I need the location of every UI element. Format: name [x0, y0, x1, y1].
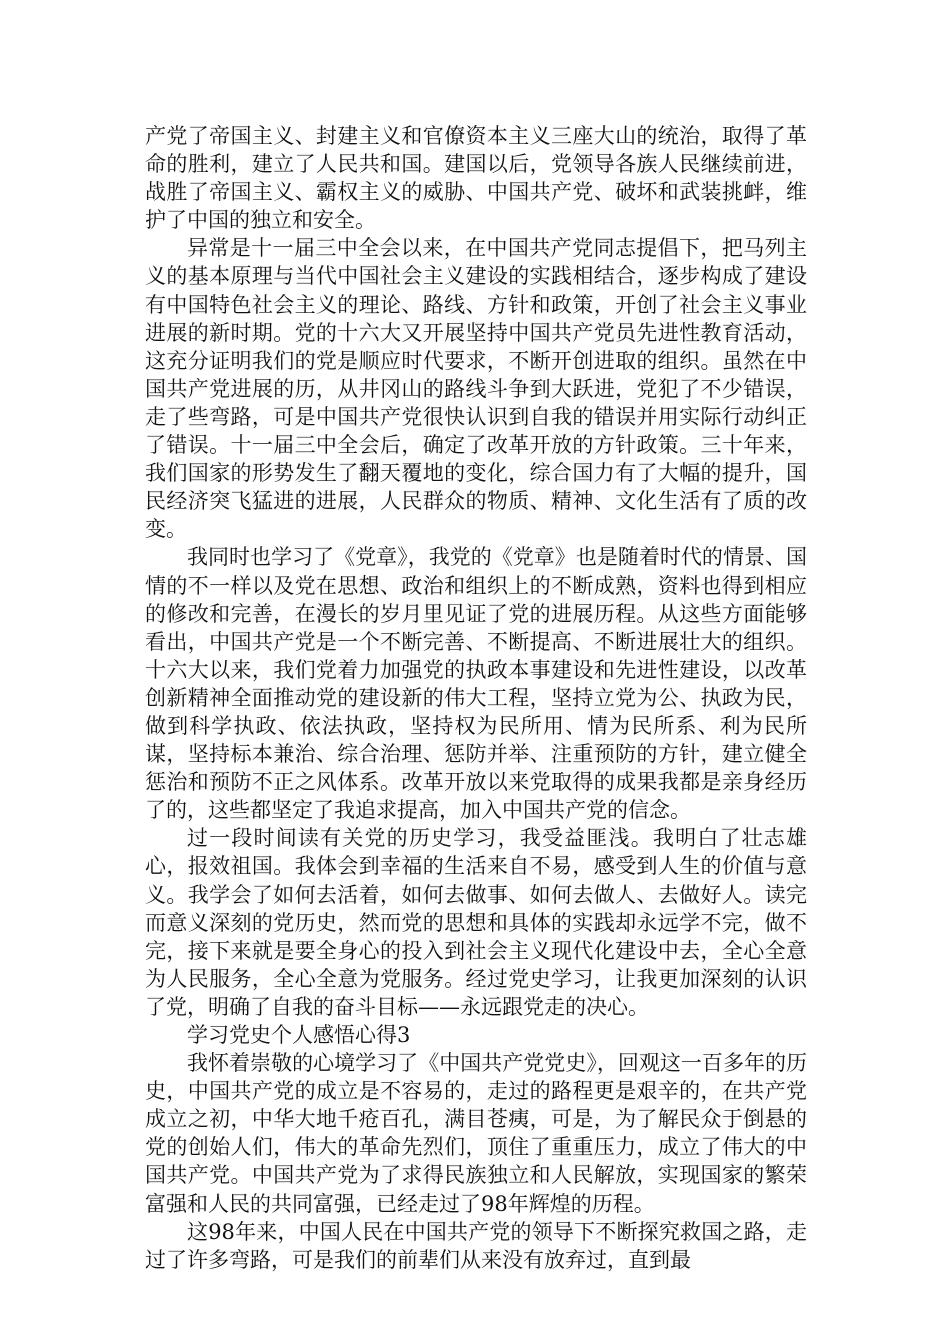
paragraph-3: 我同时也学习了《党章》，我党的《党章》也是随着时代的情景、国情的不一样以及党在思想、政治和组织上的不断成熟，资料也得到相应的修改和完善，在漫长的岁月里见证了党的进展历程。从这些方面能够看出，中国共产党是一个不断完善、不断提高、不断进展壮大的组织。十六大以来，我们党着力加强党的执政本事建设和先进性建设，以改革创新精神全面推动党的建设新的伟大工程，坚持立党为公、执政为民，做到科学执政、依法执政，坚持权为民所用、情为民所系、利为民所谋，坚持标本兼治、综合治理、惩防并举、注重预防的方针，建立健全惩治和预防不正之风体系。改革开放以来党取得的成果我都是亲身经历了的，这些都坚定了我追求提高，加入中国共产党的信念。: [145, 545, 807, 823]
paragraph-5: 我怀着崇敬的心境学习了《中国共产党党史》，回观这一百多年的历史，中国共产党的成立是不容易的，走过的路程更是艰辛的，在共产党成立之初，中华大地千疮百孔，满目苍痍，可是，为了解民众于倒悬的党的创始人们，伟大的革命先烈们，顶住了重重压力，成立了伟大的中国共产党。中国共产党为了求得民族独立和人民解放，实现国家的繁荣富强和人民的共同富强，已经走过了98年辉煌的历程。: [145, 1051, 807, 1216]
paragraph-4: 过一段时间读有关党的历史学习，我受益匪浅。我明白了壮志雄心，报效祖国。我体会到幸福的生活来自不易，感受到人生的价值与意义。我学会了如何去活着，如何去做事、如何去做人、去做好人。读完而意义深刻的党历史，然而党的思想和具体的实践却永远学不完，做不完，接下来就是要全身心的投入到社会主义现代化建设中去，全心全意为人民服务，全心全意为党服务。经过党史学习，让我更加深刻的认识了党，明确了自我的奋斗目标——永远跟党走的决心。: [145, 826, 807, 1019]
paragraph-6: 这98年来，中国人民在中国共产党的领导下不断探究救国之路，走过了许多弯路，可是我们的前辈们从来没有放弃过，直到最: [145, 1219, 807, 1272]
paragraph-2: 异常是十一届三中全会以来，在中国共产党同志提倡下，把马列主义的基本原理与当代中国社会主义建设的实践相结合，逐步构成了建设有中国特色社会主义的理论、路线、方针和政策，开创了社会主义事业进展的新时期。党的十六大又开展坚持中国共产党员先进性教育活动，这充分证明我们的党是顺应时代要求，不断开创进取的组织。虽然在中国共产党进展的历，从井冈山的路线斗争到大跃进，党犯了不少错误，走了些弯路，可是中国共产党很快认识到自我的错误并用实际行动纠正了错误。十一届三中全会后，确定了改革开放的方针政策。三十年来，我们国家的形势发生了翻天覆地的变化，综合国力有了大幅的提升，国民经济突飞猛进的进展，人民群众的物质、精神、文化生活有了质的改变。: [145, 236, 807, 542]
section-heading: 学习党史个人感悟心得3: [187, 1023, 411, 1047]
paragraph-1: 产党了帝国主义、封建主义和官僚资本主义三座大山的统治，取得了革命的胜利，建立了人民共和国。建国以后，党领导各族人民继续前进，战胜了帝国主义、霸权主义的威胁、中国共产党、破坏和武装挑衅，维护了中国的独立和安全。: [145, 124, 807, 233]
document-page: [145, 122, 807, 1274]
